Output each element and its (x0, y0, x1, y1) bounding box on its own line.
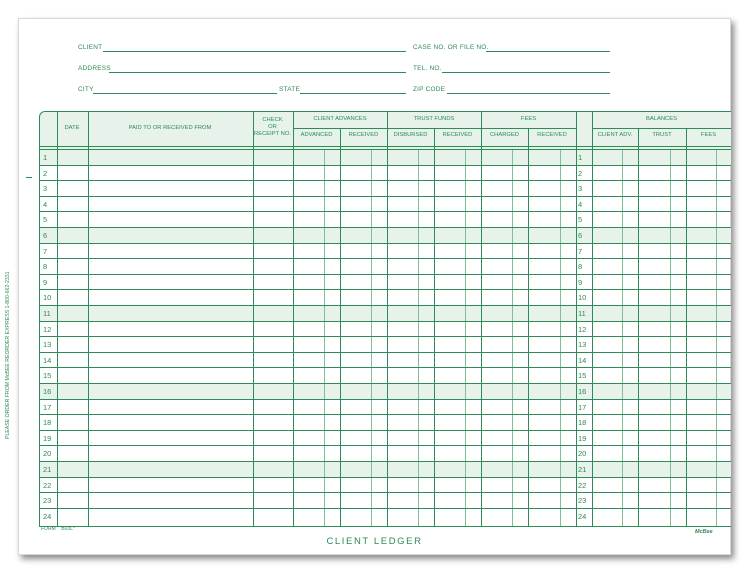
row-rule (40, 258, 731, 259)
column-rule (253, 112, 254, 526)
cents-rule (716, 149, 717, 526)
city-field[interactable] (93, 93, 277, 94)
page-title: CLIENT LEDGER (326, 536, 423, 547)
column-rule (340, 129, 341, 526)
row-number-right: 15 (578, 371, 587, 381)
row-number-right: 4 (578, 199, 583, 209)
client-label: CLIENT (78, 44, 103, 51)
row-number-left: 18 (43, 418, 52, 428)
header-rule (40, 146, 731, 147)
state-label: STATE (279, 86, 300, 93)
col-received-fees: RECEIVED (537, 132, 567, 138)
col-check: CHECK (262, 117, 283, 123)
row-rule (40, 321, 731, 322)
row-band (40, 149, 731, 165)
cents-rule (324, 149, 325, 526)
column-rule (88, 112, 89, 526)
row-number-left: 5 (43, 215, 48, 225)
state-field[interactable] (300, 93, 406, 94)
col-receipt-no: RECEIPT NO. (254, 131, 291, 137)
zip-code-field[interactable] (447, 93, 610, 94)
row-number-right: 6 (578, 231, 583, 240)
case-no-field[interactable] (486, 51, 610, 52)
row-number-right: 18 (578, 418, 587, 428)
row-rule (40, 508, 731, 509)
column-rule (576, 112, 577, 526)
cents-rule (670, 149, 671, 526)
column-rule (434, 129, 435, 526)
ledger-sheet (5, 18, 731, 555)
column-rule (528, 129, 529, 526)
row-rule (40, 196, 731, 197)
row-rule (40, 492, 731, 493)
row-number-right: 22 (578, 480, 587, 490)
row-band (40, 383, 731, 399)
row-number-right: 13 (578, 340, 587, 350)
cents-rule (560, 149, 561, 526)
row-number-right: 23 (578, 496, 587, 506)
row-rule (40, 274, 731, 275)
row-number-right: 19 (578, 433, 587, 443)
row-number-right: 2 (578, 168, 583, 178)
row-number-left: 21 (43, 465, 52, 474)
row-number-right: 12 (578, 324, 587, 334)
row-rule (40, 383, 731, 384)
row-number-left: 6 (43, 231, 48, 240)
row-rule (40, 289, 731, 290)
row-number-right: 5 (578, 215, 583, 225)
column-rule (57, 112, 58, 526)
col-fees-balance: FEES (700, 132, 717, 138)
col-advanced: ADVANCED (300, 132, 333, 138)
cents-rule (418, 149, 419, 526)
row-number-left: 14 (43, 355, 52, 365)
row-number-left: 15 (43, 371, 52, 381)
header-rule (40, 149, 731, 150)
row-number-left: 23 (43, 496, 52, 506)
row-rule (40, 165, 731, 166)
case-no-label: CASE NO. OR FILE NO. (413, 44, 489, 51)
column-rule (638, 129, 639, 526)
group-balances: BALANCES (646, 116, 677, 122)
row-number-right: 10 (578, 293, 587, 303)
row-number-left: 4 (43, 199, 48, 209)
col-trust: TRUST (652, 132, 672, 138)
cents-rule (512, 149, 513, 526)
row-band (40, 461, 731, 477)
column-rule (686, 129, 687, 526)
row-number-left: 2 (43, 168, 48, 178)
row-rule (40, 367, 731, 368)
form-label: FORM (41, 526, 56, 532)
group-underline (592, 128, 731, 129)
address-field[interactable] (109, 72, 406, 73)
row-rule (40, 461, 731, 462)
row-number-left: 16 (43, 387, 52, 396)
row-number-left: 12 (43, 324, 52, 334)
group-trust-funds: TRUST FUNDS (413, 116, 455, 122)
ledger-table (39, 111, 731, 527)
column-rule (481, 112, 482, 526)
row-rule (40, 227, 731, 228)
cents-rule (371, 149, 372, 526)
row-band (40, 305, 731, 321)
form-number: B03L* (61, 526, 75, 532)
col-or: OR (268, 124, 277, 130)
cents-rule (465, 149, 466, 526)
group-underline (293, 128, 576, 129)
column-rule (293, 112, 294, 526)
row-number-left: 24 (43, 511, 52, 521)
row-number-left: 3 (43, 184, 48, 194)
row-rule (40, 352, 731, 353)
row-number-right: 24 (578, 511, 587, 521)
row-number-left: 20 (43, 449, 52, 459)
row-number-right: 21 (578, 465, 587, 474)
col-disbursed: DISBURSED (393, 132, 428, 138)
address-label: ADDRESS (78, 65, 111, 72)
row-number-right: 3 (578, 184, 583, 194)
row-rule (40, 243, 731, 244)
row-rule (40, 414, 731, 415)
row-number-left: 13 (43, 340, 52, 350)
row-rule (40, 180, 731, 181)
row-rule (40, 336, 731, 337)
row-rule (40, 399, 731, 400)
row-number-left: 7 (43, 246, 48, 256)
row-number-left: 17 (43, 402, 52, 412)
row-number-right: 14 (578, 355, 587, 365)
col-paid-to: PAID TO OR RECEIVED FROM (128, 125, 212, 131)
row-number-left: 9 (43, 277, 48, 287)
col-charged: CHARGED (490, 132, 519, 138)
row-number-right: 17 (578, 402, 587, 412)
row-number-left: 22 (43, 480, 52, 490)
tel-no-field[interactable] (442, 72, 610, 73)
zip-code-label: ZIP CODE (413, 86, 446, 93)
client-field[interactable] (103, 51, 406, 52)
col-received-advances: RECEIVED (348, 132, 379, 138)
group-fees: FEES (520, 116, 537, 122)
cents-rule (622, 149, 623, 526)
column-rule (387, 112, 388, 526)
tel-no-label: TEL. NO. (413, 65, 442, 72)
row-rule (40, 305, 731, 306)
form-code (41, 526, 75, 532)
group-client-advances: CLIENT ADVANCES (313, 116, 367, 122)
col-date: DATE (64, 125, 80, 131)
row-number-left: 1 (43, 153, 48, 162)
row-number-left: 11 (43, 309, 51, 318)
column-rule (592, 112, 593, 526)
brand-logo: McBee (695, 529, 713, 535)
reorder-note: PLEASE ORDER FROM McBEE REORDER EXPRESS 1-800-662-2331 (5, 271, 11, 439)
row-number-right: 20 (578, 449, 587, 459)
punch-mark (26, 177, 32, 178)
col-received-trust: RECEIVED (442, 132, 473, 138)
row-number-left: 10 (43, 293, 52, 303)
row-rule (40, 430, 731, 431)
row-rule (40, 211, 731, 212)
row-rule (40, 445, 731, 446)
row-number-right: 8 (578, 262, 583, 272)
row-number-left: 19 (43, 433, 52, 443)
row-number-right: 11 (578, 309, 586, 318)
col-client-adv: CLIENT ADV. (597, 132, 633, 138)
row-number-right: 1 (578, 153, 583, 162)
row-number-left: 8 (43, 262, 48, 272)
row-number-right: 7 (578, 246, 583, 256)
row-rule (40, 477, 731, 478)
row-number-right: 16 (578, 387, 587, 396)
city-label: CITY (78, 86, 94, 93)
row-band (40, 227, 731, 243)
row-number-right: 9 (578, 277, 583, 287)
